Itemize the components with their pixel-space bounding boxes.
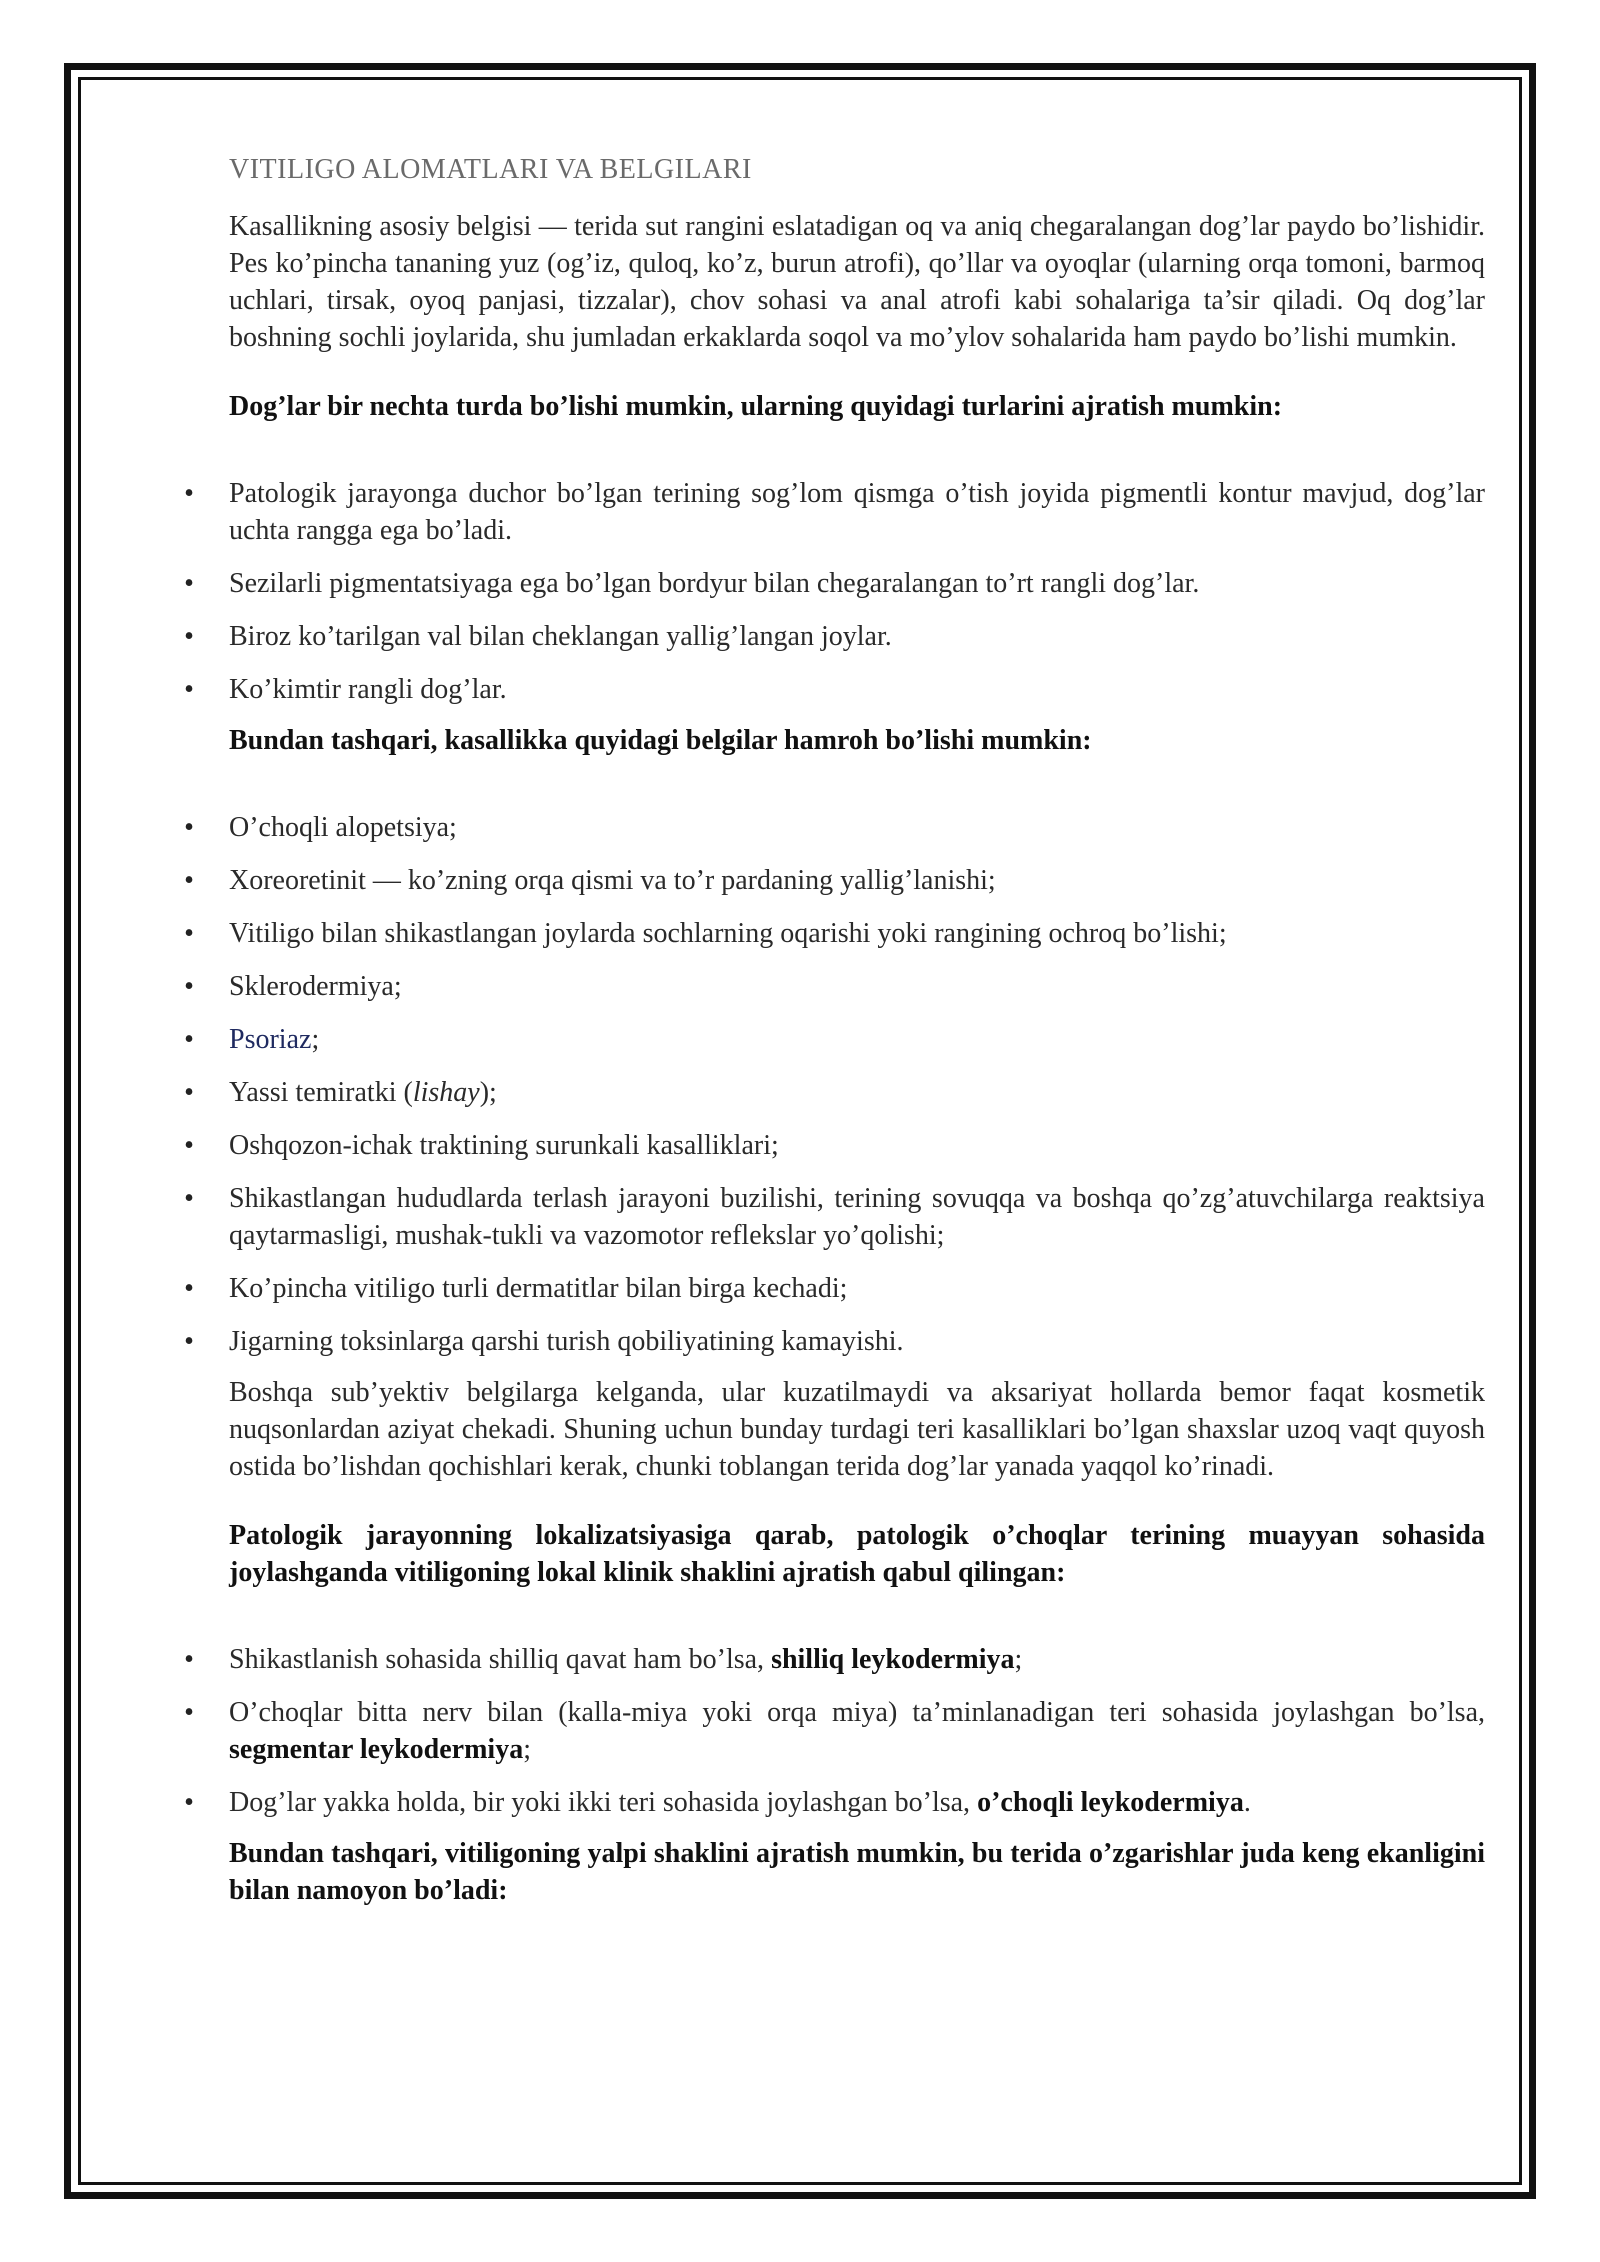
bullet-icon: • <box>184 478 194 509</box>
list-item: • Vitiligo bilan shikastlangan joylarda sochlarning oqarishi yoki rangining ochroq bo’lishi; <box>229 915 1485 952</box>
list-item: • Sezilarli pigmentatsiyaga ega bo’lgan bordyur bilan chegaralangan to’rt rangli dog’lar. <box>229 565 1485 602</box>
list-item: • Biroz ko’tarilgan val bilan cheklangan yallig’langan joylar. <box>229 618 1485 655</box>
bullet-icon: • <box>184 621 194 652</box>
bullet-icon: • <box>184 971 194 1002</box>
bullet-icon: • <box>184 1130 194 1161</box>
list-item: • O’choqlar bitta nerv bilan (kalla-miya yoki orqa miya) ta’minlanadigan teri sohasida joylashgan bo’lsa, segmentar leykodermiya; <box>229 1694 1485 1768</box>
bullet-icon: • <box>184 1644 194 1675</box>
bullet-icon: • <box>184 1697 194 1728</box>
bullet-icon: • <box>184 674 194 705</box>
symptoms-list <box>184 809 1485 1360</box>
list-item: • Xoreoretinit — ko’zning orqa qismi va to’r pardaning yallig’lanishi; <box>229 862 1485 899</box>
intro-paragraph: Kasallikning asosiy belgisi — terida sut rangini eslatadigan oq va aniq chegaralangan dog’lar paydo bo’lishidir. Pes ko’pincha tananing yuz (og’iz, quloq, ko’z, burun atrofi), qo’llar va oyoqlar (ularning orqa tomoni, barmoq uchlari, tirsak, oyoq panjasi, tizzalar), chov sohasi va anal atrofi kabi sohalariga ta’sir qiladi. Oq dog’lar boshning sochli joylarida, shu jumladan erkaklarda soqol va mo’ylov sohalarida ham paydo bo’lishi mumkin. <box>229 211 1485 353</box>
psoriaz-link[interactable]: Psoriaz <box>229 1024 312 1055</box>
list-item: • Oshqozon-ichak traktining surunkali kasalliklari; <box>229 1127 1485 1164</box>
subjective-paragraph: Boshqa sub’yektiv belgilarga kelganda, ular kuzatilmaydi va aksariyat hollarda bemor faqat kosmetik nuqsonlardan aziyat chekadi. Shuning uchun bunday turdagi teri kasalliklari bo’lgan shaxslar uzoq vaqt quyosh ostida bo’lishdan qochishlari kerak, chunki toblangan terida dog’lar yanada yaqqol ko’rinadi. <box>229 1377 1485 1482</box>
bullet-icon: • <box>184 1326 194 1357</box>
document-body <box>184 150 1485 1909</box>
list-item: • Psoriaz; <box>229 1021 1485 1058</box>
list-item: • Jigarning toksinlarga qarshi turish qobiliyatining kamayishi. <box>229 1323 1485 1360</box>
bullet-icon: • <box>184 568 194 599</box>
bullet-icon: • <box>184 918 194 949</box>
list-item: • Yassi temiratki (lishay); <box>229 1074 1485 1111</box>
list-item: • Dog’lar yakka holda, bir yoki ikki teri sohasida joylashgan bo’lsa, o’choqli leykodermiya. <box>229 1784 1485 1821</box>
document-title: VITILIGO ALOMATLARI VA BELGILARI <box>229 154 752 185</box>
spot-types-list <box>184 475 1485 708</box>
bullet-icon: • <box>184 1024 194 1055</box>
bullet-icon: • <box>184 1273 194 1304</box>
list-item: • Ko’pincha vitiligo turli dermatitlar bilan birga kechadi; <box>229 1270 1485 1307</box>
section-heading-types: Dog’lar bir nechta turda bo’lishi mumkin, ularning quyidagi turlarini ajratish mumkin: <box>229 391 1283 422</box>
list-item: • Shikastlanish sohasida shilliq qavat ham bo’lsa, shilliq leykodermiya; <box>229 1641 1485 1678</box>
local-forms-list <box>184 1641 1485 1821</box>
bullet-icon: • <box>184 812 194 843</box>
bullet-icon: • <box>184 1183 194 1214</box>
section-heading-generalized: Bundan tashqari, vitiligoning yalpi shaklini ajratish mumkin, bu terida o’zgarishlar juda keng ekanligini bilan namoyon bo’ladi: <box>229 1838 1485 1906</box>
list-item: • Patologik jarayonga duchor bo’lgan terining sog’lom qismga o’tish joyida pigmentli kontur mavjud, dog’lar uchta rangga ega bo’ladi. <box>229 475 1485 549</box>
list-item: • Ko’kimtir rangli dog’lar. <box>229 671 1485 708</box>
bullet-icon: • <box>184 1787 194 1818</box>
list-item: • Shikastlangan hududlarda terlash jarayoni buzilishi, terining sovuqqa va boshqa qo’zg’atuvchilarga reaktsiya qaytarmasligi, mushak-tukli va vazomotor reflekslar yo’qolishi; <box>229 1180 1485 1254</box>
section-heading-symptoms: Bundan tashqari, kasallikka quyidagi belgilar hamroh bo’lishi mumkin: <box>229 725 1092 756</box>
bullet-icon: • <box>184 865 194 896</box>
bullet-icon: • <box>184 1077 194 1108</box>
section-heading-localization: Patologik jarayonning lokalizatsiyasiga qarab, patologik o’choqlar terining muayyan sohasida joylashganda vitiligoning lokal klinik shaklini ajratish qabul qilingan: <box>229 1520 1485 1588</box>
list-item: • O’choqli alopetsiya; <box>229 809 1485 846</box>
list-item: • Sklerodermiya; <box>229 968 1485 1005</box>
